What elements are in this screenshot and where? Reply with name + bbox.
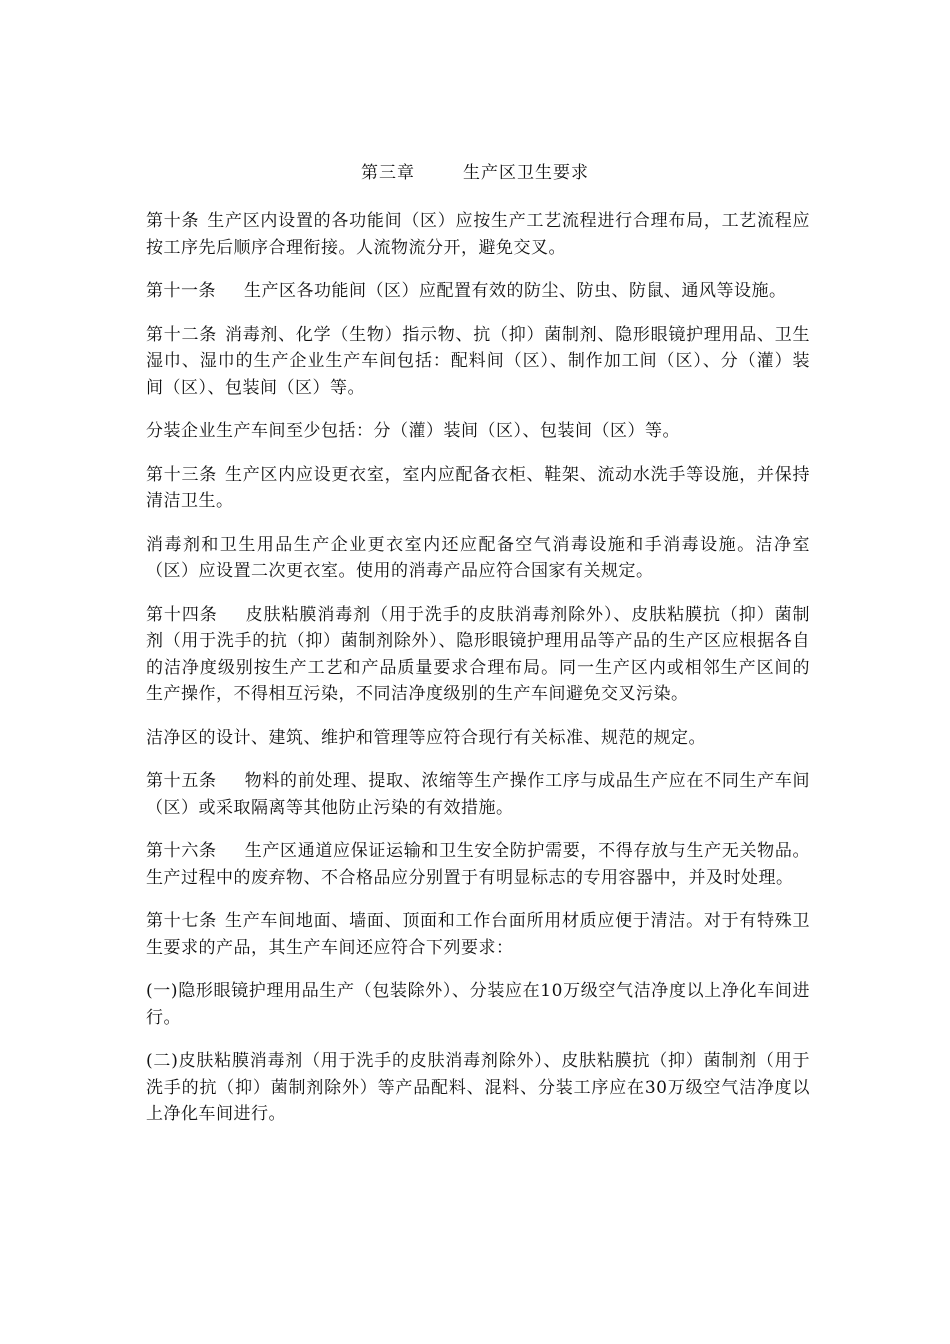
article-14 <box>146 602 810 708</box>
article-text: 物料的前处理、提取、浓缩等生产操作工序与成品生产应在不同生产车间（区）或采取隔离等其他防止污染的有效措施。 <box>146 771 811 818</box>
paragraph-changing-room <box>146 532 810 585</box>
article-number: 第十条 <box>146 211 200 231</box>
article-12 <box>146 322 810 402</box>
paragraph-text: 洁净区的设计、建筑、维护和管理等应符合现行有关标准、规范的规定。 <box>146 727 706 748</box>
article-text: 消毒剂、化学（生物）指示物、抗（抑）菌制剂、隐形眼镜护理用品、卫生湿巾、湿巾的生产企业生产车间包括：配料间（区）、制作加工间（区）、分（灌）装间（区）、包装间（区）等。 <box>146 324 811 398</box>
paragraph-subpackaging <box>146 418 810 445</box>
article-13 <box>146 462 810 515</box>
list-item-text: (二)皮肤粘膜消毒剂（用于洗手的皮肤消毒剂除外）、皮肤粘膜抗（抑）菌制剂（用于洗手的抗（抑）菌制剂除外）等产品配料、混料、分装工序应在30万级空气洁净度以上净化车间进行。 <box>146 1051 810 1124</box>
article-number: 第十二条 <box>146 324 217 345</box>
article-17 <box>146 908 810 961</box>
article-10 <box>146 208 810 261</box>
article-number: 第十四条 <box>146 604 218 625</box>
article-number: 第十六条 <box>146 841 217 861</box>
article-11 <box>146 278 810 305</box>
chapter-title-text: 生产区卫生要求 <box>463 163 589 183</box>
article-text: 生产区内设置的各功能间（区）应按生产工艺流程进行合理布局，工艺流程应按工序先后顺序合理衔接。人流物流分开，避免交叉。 <box>146 211 811 258</box>
article-number: 第十一条 <box>146 281 216 301</box>
article-number: 第十五条 <box>146 771 217 791</box>
paragraph-text: 消毒剂和卫生用品生产企业更衣室内还应配备空气消毒设施和手消毒设施。洁净室（区）应设置二次更衣室。使用的消毒产品应符合国家有关规定。 <box>146 534 810 581</box>
paragraph-clean-area <box>146 725 810 752</box>
paragraph-text: 分装企业生产车间至少包括：分（灌）装间（区）、包装间（区）等。 <box>146 421 680 441</box>
article-15 <box>146 768 810 821</box>
chapter-number: 第三章 <box>361 163 415 183</box>
list-item-1 <box>146 978 810 1031</box>
list-item-2 <box>146 1048 810 1128</box>
article-text: 皮肤粘膜消毒剂（用于洗手的皮肤消毒剂除外）、皮肤粘膜抗（抑）菌制剂（用于洗手的抗（抑）菌制剂除外）、隐形眼镜护理用品等产品的生产区应根据各自的洁净度级别按生产工艺和产品质量要求合理布局。同一生产区内或相邻生产区间的生产操作，不得相互污染，不同洁净度级别的生产车间避免交叉污染。 <box>146 604 811 704</box>
article-number: 第十三条 <box>146 464 217 485</box>
article-text: 生产区内应设更衣室，室内应配备衣柜、鞋架、流动水洗手等设施，并保持清洁卫生。 <box>146 464 811 511</box>
list-item-text: (一)隐形眼镜护理用品生产（包装除外）、分装应在10万级空气洁净度以上净化车间进行。 <box>146 981 810 1028</box>
article-text: 生产区通道应保证运输和卫生安全防护需要，不得存放与生产无关物品。生产过程中的废弃物、不合格品应分别置于有明显标志的专用容器中，并及时处理。 <box>146 841 811 888</box>
chapter-heading <box>0 161 950 185</box>
article-number: 第十七条 <box>146 911 217 931</box>
document-body <box>146 208 810 1145</box>
article-16 <box>146 838 810 891</box>
article-text: 生产车间地面、墙面、顶面和工作台面所用材质应便于清洁。对于有特殊卫生要求的产品，其生产车间还应符合下列要求： <box>146 911 811 958</box>
article-text: 生产区各功能间（区）应配置有效的防尘、防虫、防鼠、通风等设施。 <box>244 281 787 301</box>
